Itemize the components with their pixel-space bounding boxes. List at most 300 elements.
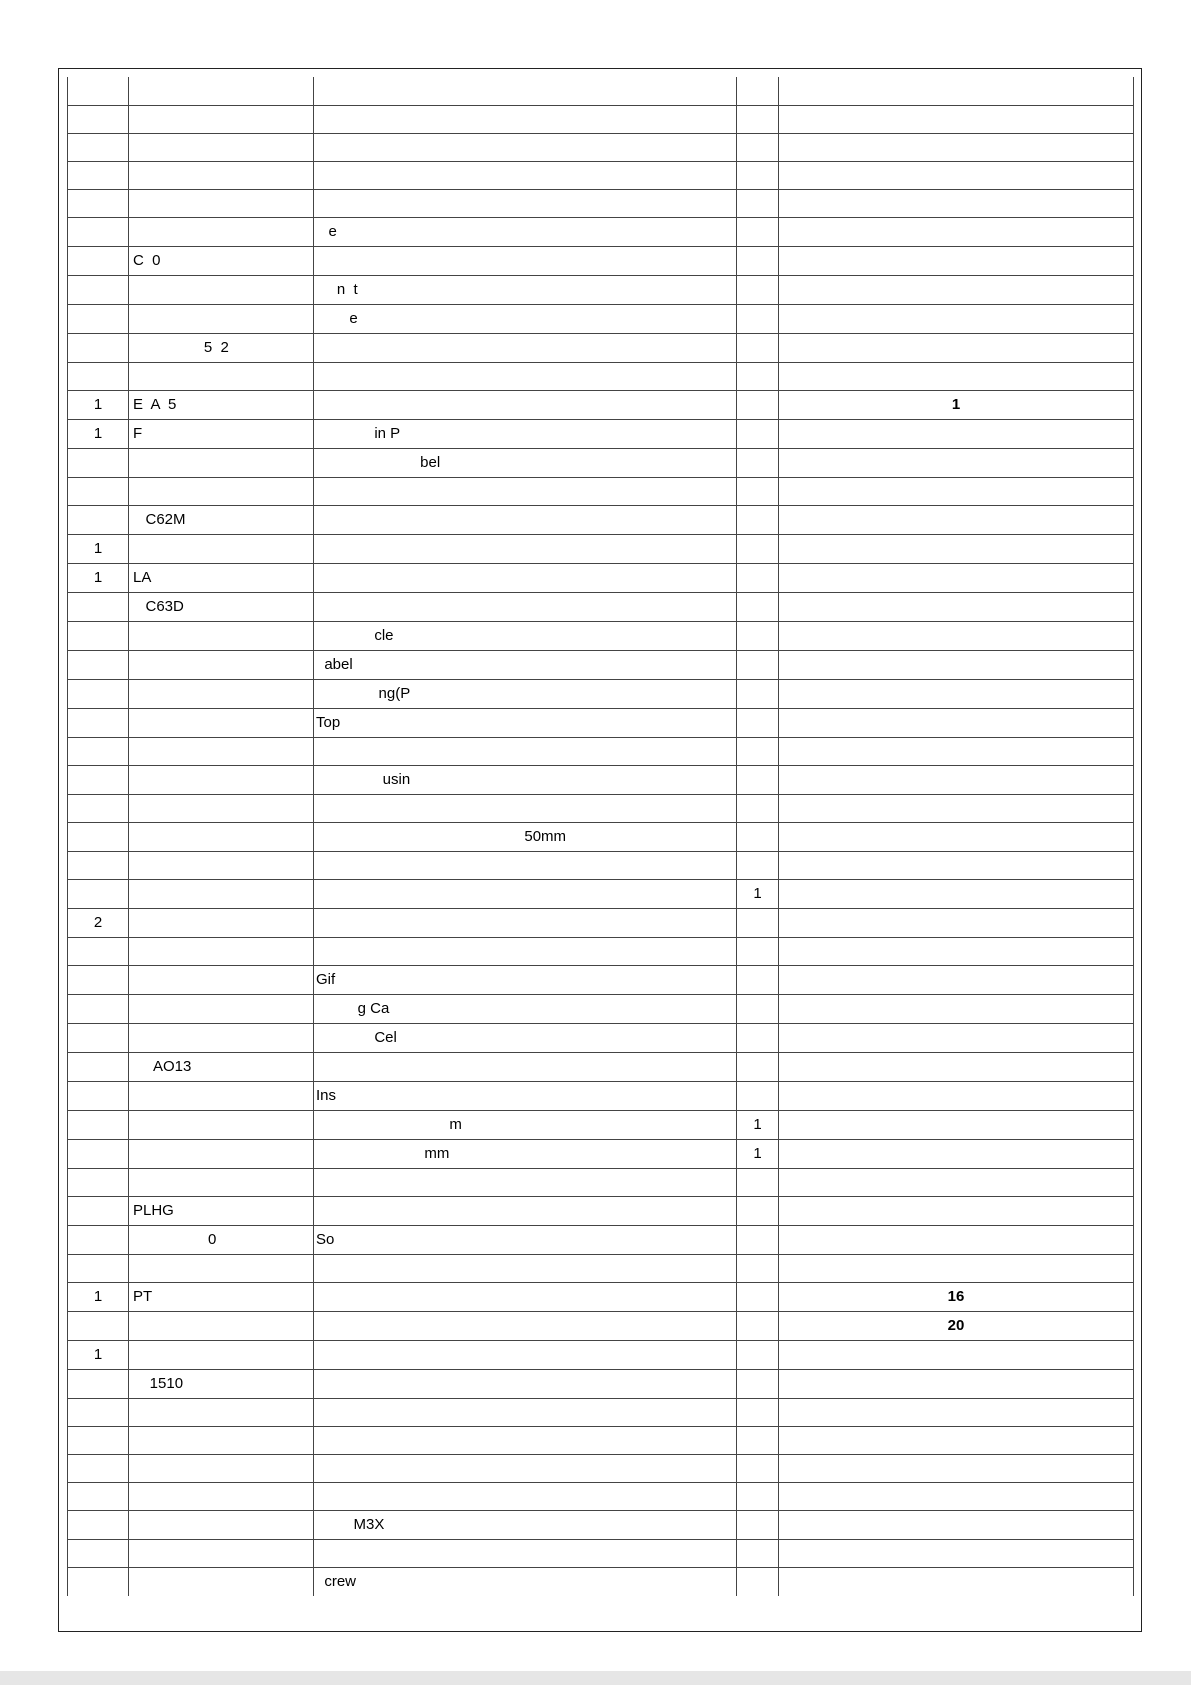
quantity-cell: [737, 1539, 779, 1567]
total-cell: [779, 851, 1134, 879]
part-code-cell: [129, 621, 314, 650]
table-row: [68, 1482, 1134, 1510]
quantity-cell: [737, 246, 779, 275]
table-row: [68, 1225, 1134, 1254]
item-number-cell: 1: [68, 1340, 129, 1369]
table-row: [68, 908, 1134, 937]
total-cell: [779, 1369, 1134, 1398]
total-cell: [779, 362, 1134, 390]
part-code-cell: [129, 133, 314, 161]
part-code-cell: [129, 1340, 314, 1369]
part-code-cell: PT: [129, 1282, 314, 1311]
part-code-cell: [129, 908, 314, 937]
part-code-cell: C 0: [129, 246, 314, 275]
description-cell: [314, 105, 737, 133]
table-row: [68, 275, 1134, 304]
item-number-cell: [68, 937, 129, 965]
item-number-cell: [68, 362, 129, 390]
quantity-cell: [737, 133, 779, 161]
part-code-cell: [129, 1311, 314, 1340]
item-number-cell: [68, 1426, 129, 1454]
item-number-cell: [68, 708, 129, 737]
part-code-cell: PLHG: [129, 1196, 314, 1225]
total-cell: [779, 765, 1134, 794]
table-row: [68, 937, 1134, 965]
quantity-cell: [737, 362, 779, 390]
quantity-cell: [737, 534, 779, 563]
quantity-cell: [737, 217, 779, 246]
item-number-cell: [68, 1510, 129, 1539]
item-number-cell: [68, 133, 129, 161]
table-row: [68, 161, 1134, 189]
description-cell: m: [314, 1110, 737, 1139]
part-code-cell: [129, 1081, 314, 1110]
part-code-cell: [129, 1567, 314, 1596]
part-code-cell: [129, 77, 314, 105]
description-cell: [314, 1052, 737, 1081]
description-cell: e: [314, 304, 737, 333]
total-cell: [779, 737, 1134, 765]
part-code-cell: [129, 765, 314, 794]
item-number-cell: [68, 246, 129, 275]
table-row: [68, 563, 1134, 592]
total-cell: [779, 133, 1134, 161]
description-cell: usin: [314, 765, 737, 794]
total-cell: [779, 1110, 1134, 1139]
part-code-cell: [129, 448, 314, 477]
item-number-cell: [68, 448, 129, 477]
item-number-cell: [68, 1539, 129, 1567]
description-cell: [314, 563, 737, 592]
quantity-cell: [737, 621, 779, 650]
part-code-cell: [129, 1510, 314, 1539]
part-code-cell: [129, 1539, 314, 1567]
total-cell: [779, 189, 1134, 217]
description-cell: [314, 1196, 737, 1225]
quantity-cell: [737, 161, 779, 189]
description-cell: [314, 1340, 737, 1369]
part-code-cell: LA: [129, 563, 314, 592]
quantity-cell: [737, 275, 779, 304]
table-row: [68, 1110, 1134, 1139]
total-cell: [779, 794, 1134, 822]
table-row: [68, 822, 1134, 851]
quantity-cell: [737, 737, 779, 765]
quantity-cell: [737, 419, 779, 448]
description-cell: [314, 1168, 737, 1196]
item-number-cell: [68, 189, 129, 217]
table-row: [68, 534, 1134, 563]
item-number-cell: [68, 737, 129, 765]
total-cell: [779, 1225, 1134, 1254]
quantity-cell: [737, 563, 779, 592]
quantity-cell: [737, 1081, 779, 1110]
quantity-cell: [737, 77, 779, 105]
part-code-cell: [129, 304, 314, 333]
description-cell: [314, 1398, 737, 1426]
total-cell: [779, 563, 1134, 592]
item-number-cell: [68, 965, 129, 994]
part-code-cell: [129, 794, 314, 822]
item-number-cell: [68, 505, 129, 534]
item-number-cell: 1: [68, 1282, 129, 1311]
total-cell: [779, 448, 1134, 477]
description-cell: Ins: [314, 1081, 737, 1110]
total-cell: [779, 1052, 1134, 1081]
item-number-cell: 2: [68, 908, 129, 937]
quantity-cell: [737, 592, 779, 621]
quantity-cell: [737, 679, 779, 708]
item-number-cell: [68, 1369, 129, 1398]
parts-table: [67, 77, 1134, 1596]
item-number-cell: [68, 794, 129, 822]
table-row: [68, 621, 1134, 650]
total-cell: [779, 1254, 1134, 1282]
quantity-cell: [737, 1482, 779, 1510]
description-cell: Gif: [314, 965, 737, 994]
table-row: [68, 708, 1134, 737]
part-code-cell: [129, 994, 314, 1023]
item-number-cell: [68, 1311, 129, 1340]
item-number-cell: [68, 77, 129, 105]
item-number-cell: [68, 217, 129, 246]
description-cell: [314, 937, 737, 965]
part-code-cell: E A 5: [129, 390, 314, 419]
part-code-cell: 5 2: [129, 333, 314, 362]
description-cell: Top: [314, 708, 737, 737]
total-cell: [779, 1426, 1134, 1454]
part-code-cell: [129, 105, 314, 133]
total-cell: 1: [779, 390, 1134, 419]
table-row: [68, 77, 1134, 105]
part-code-cell: [129, 965, 314, 994]
item-number-cell: [68, 1567, 129, 1596]
quantity-cell: 1: [737, 879, 779, 908]
total-cell: [779, 161, 1134, 189]
part-code-cell: [129, 1023, 314, 1052]
description-cell: mm: [314, 1139, 737, 1168]
quantity-cell: [737, 708, 779, 737]
quantity-cell: [737, 1311, 779, 1340]
description-cell: e: [314, 217, 737, 246]
table-row: [68, 1139, 1134, 1168]
quantity-cell: [737, 994, 779, 1023]
item-number-cell: [68, 822, 129, 851]
item-number-cell: [68, 879, 129, 908]
total-cell: [779, 1340, 1134, 1369]
part-code-cell: [129, 879, 314, 908]
item-number-cell: [68, 1482, 129, 1510]
part-code-cell: [129, 217, 314, 246]
part-code-cell: [129, 937, 314, 965]
item-number-cell: [68, 161, 129, 189]
table-row: [68, 1081, 1134, 1110]
quantity-cell: [737, 304, 779, 333]
table-row: [68, 217, 1134, 246]
description-cell: [314, 362, 737, 390]
description-cell: [314, 737, 737, 765]
quantity-cell: [737, 1567, 779, 1596]
total-cell: [779, 879, 1134, 908]
description-cell: [314, 879, 737, 908]
quantity-cell: [737, 1196, 779, 1225]
description-cell: [314, 851, 737, 879]
table-row: [68, 965, 1134, 994]
part-code-cell: [129, 1426, 314, 1454]
item-number-cell: [68, 679, 129, 708]
description-cell: [314, 1426, 737, 1454]
item-number-cell: 1: [68, 390, 129, 419]
item-number-cell: [68, 304, 129, 333]
description-cell: ng(P: [314, 679, 737, 708]
item-number-cell: [68, 105, 129, 133]
table-row: [68, 390, 1134, 419]
total-cell: 20: [779, 1311, 1134, 1340]
description-cell: [314, 592, 737, 621]
item-number-cell: [68, 994, 129, 1023]
total-cell: [779, 1510, 1134, 1539]
total-cell: [779, 1454, 1134, 1482]
description-cell: [314, 1369, 737, 1398]
quantity-cell: 1: [737, 1139, 779, 1168]
table-row: [68, 879, 1134, 908]
item-number-cell: [68, 1454, 129, 1482]
table-row: [68, 1023, 1134, 1052]
item-number-cell: [68, 1081, 129, 1110]
table-row: [68, 994, 1134, 1023]
description-cell: crew: [314, 1567, 737, 1596]
quantity-cell: [737, 1340, 779, 1369]
item-number-cell: [68, 1196, 129, 1225]
quantity-cell: 1: [737, 1110, 779, 1139]
table-row: [68, 1196, 1134, 1225]
quantity-cell: [737, 1426, 779, 1454]
quantity-cell: [737, 794, 779, 822]
total-cell: [779, 1196, 1134, 1225]
quantity-cell: [737, 448, 779, 477]
table-row: [68, 1340, 1134, 1369]
total-cell: [779, 105, 1134, 133]
part-code-cell: AO13: [129, 1052, 314, 1081]
table-row: [68, 650, 1134, 679]
table-row: [68, 419, 1134, 448]
description-cell: [314, 133, 737, 161]
description-cell: [314, 189, 737, 217]
description-cell: M3X: [314, 1510, 737, 1539]
quantity-cell: [737, 390, 779, 419]
table-row: [68, 1510, 1134, 1539]
table-row: [68, 1254, 1134, 1282]
quantity-cell: [737, 1023, 779, 1052]
item-number-cell: [68, 1254, 129, 1282]
total-cell: [779, 650, 1134, 679]
description-cell: in P: [314, 419, 737, 448]
item-number-cell: [68, 650, 129, 679]
table-row: [68, 1052, 1134, 1081]
part-code-cell: [129, 1482, 314, 1510]
item-number-cell: [68, 1052, 129, 1081]
quantity-cell: [737, 937, 779, 965]
total-cell: [779, 246, 1134, 275]
item-number-cell: 1: [68, 534, 129, 563]
part-code-cell: [129, 1110, 314, 1139]
total-cell: [779, 477, 1134, 505]
quantity-cell: [737, 105, 779, 133]
table-row: [68, 189, 1134, 217]
quantity-cell: [737, 1398, 779, 1426]
part-code-cell: [129, 1168, 314, 1196]
total-cell: [779, 1139, 1134, 1168]
part-code-cell: [129, 708, 314, 737]
total-cell: [779, 708, 1134, 737]
part-code-cell: [129, 851, 314, 879]
description-cell: Cel: [314, 1023, 737, 1052]
total-cell: [779, 908, 1134, 937]
part-code-cell: F: [129, 419, 314, 448]
quantity-cell: [737, 765, 779, 794]
part-code-cell: [129, 679, 314, 708]
total-cell: [779, 679, 1134, 708]
description-cell: [314, 77, 737, 105]
part-code-cell: [129, 1254, 314, 1282]
total-cell: [779, 937, 1134, 965]
total-cell: [779, 1081, 1134, 1110]
total-cell: 16: [779, 1282, 1134, 1311]
total-cell: [779, 1567, 1134, 1596]
part-code-cell: 1510: [129, 1369, 314, 1398]
table-row: [68, 333, 1134, 362]
item-number-cell: 1: [68, 419, 129, 448]
part-code-cell: [129, 737, 314, 765]
item-number-cell: [68, 477, 129, 505]
total-cell: [779, 822, 1134, 851]
description-cell: [314, 1311, 737, 1340]
description-cell: [314, 794, 737, 822]
part-code-cell: 0: [129, 1225, 314, 1254]
total-cell: [779, 1482, 1134, 1510]
table-row: [68, 448, 1134, 477]
total-cell: [779, 217, 1134, 246]
item-number-cell: [68, 1110, 129, 1139]
table-row: [68, 1398, 1134, 1426]
total-cell: [779, 994, 1134, 1023]
item-number-cell: [68, 592, 129, 621]
table-row: [68, 679, 1134, 708]
quantity-cell: [737, 1225, 779, 1254]
total-cell: [779, 419, 1134, 448]
table-row: [68, 505, 1134, 534]
description-cell: g Ca: [314, 994, 737, 1023]
table-row: [68, 1369, 1134, 1398]
description-cell: [314, 534, 737, 563]
table-row: [68, 765, 1134, 794]
total-cell: [779, 505, 1134, 534]
part-code-cell: [129, 477, 314, 505]
item-number-cell: [68, 1168, 129, 1196]
item-number-cell: [68, 765, 129, 794]
table-row: [68, 362, 1134, 390]
description-cell: [314, 505, 737, 534]
item-number-cell: [68, 1398, 129, 1426]
part-code-cell: [129, 189, 314, 217]
quantity-cell: [737, 851, 779, 879]
quantity-cell: [737, 1510, 779, 1539]
description-cell: 50mm: [314, 822, 737, 851]
table-row: [68, 133, 1134, 161]
description-cell: [314, 1482, 737, 1510]
quantity-cell: [737, 505, 779, 534]
item-number-cell: [68, 1023, 129, 1052]
quantity-cell: [737, 822, 779, 851]
total-cell: [779, 1023, 1134, 1052]
description-cell: [314, 1454, 737, 1482]
part-code-cell: [129, 1139, 314, 1168]
total-cell: [779, 965, 1134, 994]
total-cell: [779, 1398, 1134, 1426]
item-number-cell: [68, 333, 129, 362]
quantity-cell: [737, 1168, 779, 1196]
table-row: [68, 592, 1134, 621]
description-cell: [314, 477, 737, 505]
table-row: [68, 737, 1134, 765]
description-cell: [314, 908, 737, 937]
quantity-cell: [737, 1052, 779, 1081]
description-cell: bel: [314, 448, 737, 477]
description-cell: n t: [314, 275, 737, 304]
total-cell: [779, 534, 1134, 563]
part-code-cell: C63D: [129, 592, 314, 621]
total-cell: [779, 1539, 1134, 1567]
part-code-cell: [129, 1454, 314, 1482]
table-row: [68, 851, 1134, 879]
part-code-cell: [129, 534, 314, 563]
description-cell: [314, 246, 737, 275]
quantity-cell: [737, 1454, 779, 1482]
part-code-cell: [129, 275, 314, 304]
table-row: [68, 1168, 1134, 1196]
total-cell: [779, 333, 1134, 362]
total-cell: [779, 592, 1134, 621]
description-cell: [314, 1254, 737, 1282]
quantity-cell: [737, 1254, 779, 1282]
item-number-cell: [68, 851, 129, 879]
item-number-cell: [68, 621, 129, 650]
description-cell: cle: [314, 621, 737, 650]
table-row: [68, 477, 1134, 505]
total-cell: [779, 275, 1134, 304]
item-number-cell: [68, 1225, 129, 1254]
quantity-cell: [737, 477, 779, 505]
total-cell: [779, 621, 1134, 650]
description-cell: [314, 1282, 737, 1311]
quantity-cell: [737, 908, 779, 937]
quantity-cell: [737, 650, 779, 679]
item-number-cell: [68, 1139, 129, 1168]
table-row: [68, 1311, 1134, 1340]
quantity-cell: [737, 1369, 779, 1398]
quantity-cell: [737, 189, 779, 217]
table-row: [68, 246, 1134, 275]
table-row: [68, 1454, 1134, 1482]
page-bottom-edge: [0, 1671, 1191, 1685]
table-row: [68, 1282, 1134, 1311]
part-code-cell: [129, 362, 314, 390]
description-cell: [314, 333, 737, 362]
total-cell: [779, 77, 1134, 105]
description-cell: So: [314, 1225, 737, 1254]
description-cell: abel: [314, 650, 737, 679]
part-code-cell: C62M: [129, 505, 314, 534]
